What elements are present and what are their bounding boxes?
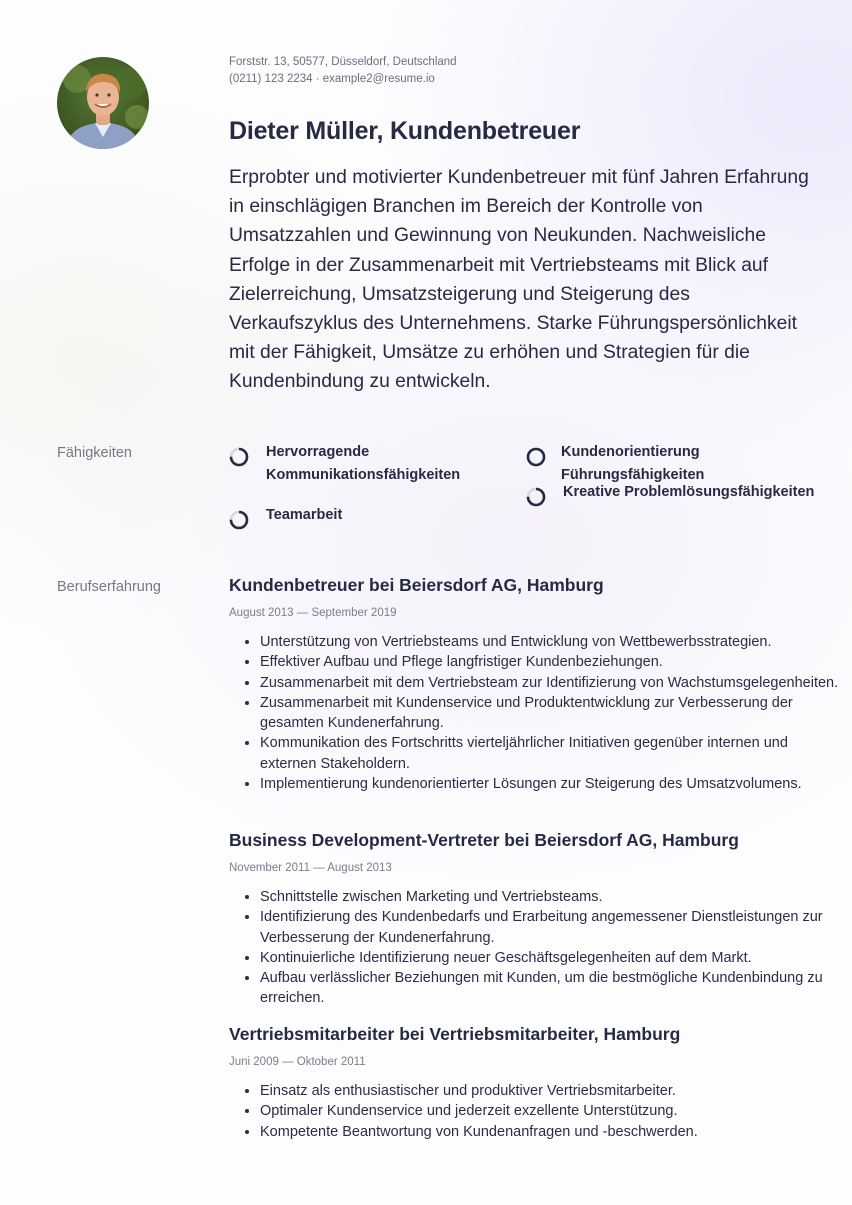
list-item: • Einsatz als enthusiastischer und produktiver Vertriebsmitarbeiter. — [260, 1081, 840, 1101]
address: Forststr. 13, 50577, Düsseldorf, Deutschland — [229, 56, 457, 68]
skill-name: Teamarbeit — [266, 507, 343, 523]
job-bullets — [229, 632, 840, 794]
list-item: • Implementierung kundenorientierter Lösungen zur Steigerung des Umsatzvolumens. — [260, 774, 840, 794]
skill-level-ring — [526, 447, 546, 467]
list-item: • Optimaler Kundenservice und jederzeit exzellente Unterstützung. — [260, 1101, 840, 1121]
list-item: • Unterstützung von Vertriebsteams und Entwicklung von Wettbewerbsstrategien. — [260, 632, 840, 652]
skill-name: Hervorragende Kommunikationsfähigkeiten — [266, 444, 461, 483]
phone-email: (0211) 123 2234 · example2@resume.io — [229, 73, 435, 85]
job-dates: Juni 2009 — Oktober 2011 — [229, 1056, 366, 1068]
job-bullets — [229, 887, 840, 1009]
skill-level-ring — [229, 447, 249, 467]
job-bullets — [229, 1081, 840, 1142]
list-item: • Kompetente Beantwortung von Kundenanfragen und -beschwerden. — [260, 1122, 840, 1142]
list-item: • Schnittstelle zwischen Marketing und Vertriebsteams. — [260, 887, 840, 907]
list-item: • Kontinuierliche Identifizierung neuer Geschäftsgelegenheiten auf dem Markt. — [260, 948, 840, 968]
skill-level-ring — [526, 487, 546, 507]
portrait-illustration — [57, 57, 149, 149]
skill-level-ring — [229, 510, 249, 530]
profile-summary: Erprobter und motivierter Kundenbetreuer mit fünf Jahren Erfahrung in einschlägigen Branchen im Bereich der Kontrolle von Umsatzzahlen und Gewinnung von Neukunden. Nachweisliche Erfolge in der Zusammenarbeit mit Vertriebsteams mit Blick auf Zielerreichung, Umsatzsteigerung und Steigerung des Verkaufszyklus des Unternehmens. Starke Führungspersönlichkeit mit der Fähigkeit, Umsätze zu erhöhen und Strategien für die Kundenbindung zu entwickeln. — [229, 167, 809, 393]
profile-photo — [57, 57, 149, 149]
skill-name: Kreative Problemlösungsfähigkeiten — [563, 484, 815, 500]
skill-name: Kundenorientierung Führungsfähigkeiten — [561, 444, 705, 483]
list-item: • Aufbau verlässlicher Beziehungen mit Kunden, um die bestmögliche Kundenbindung zu erreichen. — [260, 968, 840, 1009]
list-item: • Zusammenarbeit mit Kundenservice und Produktentwicklung zur Verbesserung der gesamten Kundenerfahrung. — [260, 693, 840, 734]
list-item: • Kommunikation des Fortschritts vierteljährlicher Initiativen gegenüber internen und externen Stakeholdern. — [260, 733, 840, 774]
list-item: • Zusammenarbeit mit dem Vertriebsteam zur Identifizierung von Wachstumsgelegenheiten. — [260, 673, 840, 693]
job-dates: August 2013 — September 2019 — [229, 607, 397, 619]
job-title: Kundenbetreuer bei Beiersdorf AG, Hamburg — [229, 575, 604, 595]
name-title: Dieter Müller, Kundenbetreuer — [229, 117, 581, 145]
list-item: • Effektiver Aufbau und Pflege langfristiger Kundenbeziehungen. — [260, 652, 840, 672]
skills-section-label: Fähigkeiten — [57, 445, 132, 461]
job-title: Vertriebsmitarbeiter bei Vertriebsmitarbeiter, Hamburg — [229, 1024, 681, 1044]
job-dates: November 2011 — August 2013 — [229, 862, 392, 874]
experience-section-label: Berufserfahrung — [57, 579, 161, 595]
list-item: • Identifizierung des Kundenbedarfs und Erarbeitung angemessener Dienstleistungen zur Verbesserung der Kundenerfahrung. — [260, 907, 840, 948]
job-title: Business Development-Vertreter bei Beiersdorf AG, Hamburg — [229, 830, 739, 850]
